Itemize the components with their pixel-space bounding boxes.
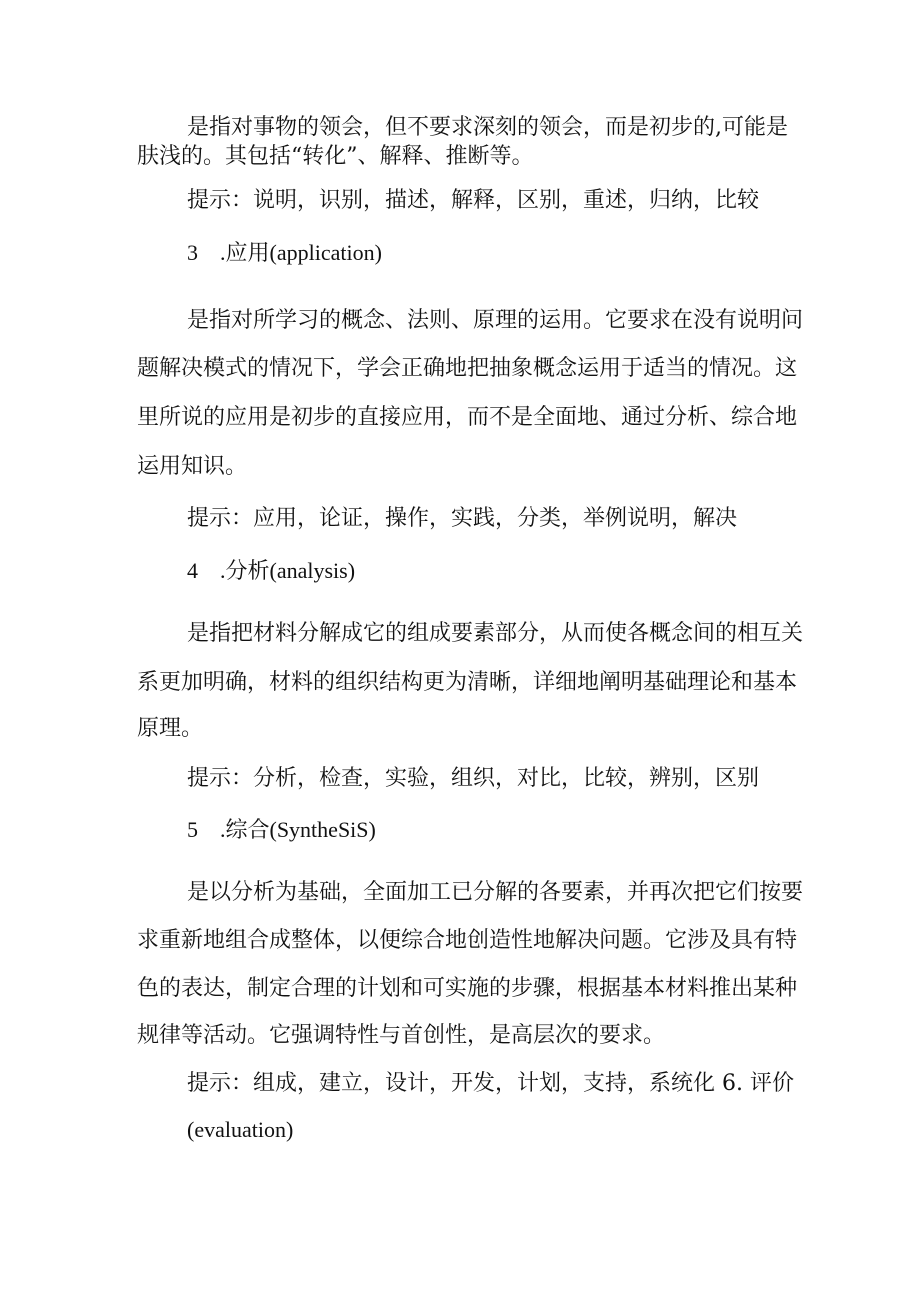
heading-synthesis: 5 .综合(SyntheSiS) (187, 817, 376, 842)
hint-synthesis: 提示：组成，建立，设计，开发，计划，支持，系统化 6. 评价 (187, 1071, 794, 1096)
hint-understanding: 提示：说明，识别，描述，解释，区别，重述，归纳，比较 (187, 188, 760, 213)
paragraph-application-line-4: 运用知识。 (137, 454, 248, 479)
paragraph-understanding-line-1: 是指对事物的领会，但不要求深刻的领会，而是初步的,可能是 (187, 115, 788, 140)
hint-application: 提示：应用，论证，操作，实践，分类，举例说明，解决 (187, 506, 738, 531)
paragraph-analysis-line-2: 系更加明确，材料的组织结构更为清晰，详细地阐明基础理论和基本 (137, 670, 798, 695)
heading-analysis: 4 .分析(analysis) (187, 558, 356, 583)
paragraph-understanding-line-2: 肤浅的。其包括“转化”、解释、推断等。 (137, 144, 534, 169)
paragraph-synthesis-line-1: 是以分析为基础，全面加工已分解的各要素，并再次把它们按要 (187, 880, 804, 905)
hint-analysis: 提示：分析，检查，实验，组织，对比，比较，辨别，区别 (187, 766, 760, 791)
paragraph-synthesis-line-2: 求重新地组合成整体，以便综合地创造性地解决问题。它涉及具有特 (137, 928, 798, 953)
paragraph-synthesis-line-3: 色的表达，制定合理的计划和可实施的步骤，根据基本材料推出某种 (137, 976, 798, 1001)
heading-application: 3 .应用(application) (187, 240, 382, 265)
heading-evaluation-continued: (evaluation) (187, 1117, 294, 1142)
paragraph-application-line-3: 里所说的应用是初步的直接应用，而不是全面地、通过分析、综合地 (137, 405, 798, 430)
paragraph-application-line-2: 题解决模式的情况下，学会正确地把抽象概念运用于适当的情况。这 (137, 356, 798, 381)
paragraph-analysis-line-1: 是指把材料分解成它的组成要素部分，从而使各概念间的相互关 (187, 621, 804, 646)
paragraph-synthesis-line-4: 规律等活动。它强调特性与首创性，是高层次的要求。 (137, 1023, 666, 1048)
paragraph-application-line-1: 是指对所学习的概念、法则、原理的运用。它要求在没有说明问 (187, 308, 804, 333)
paragraph-analysis-line-3: 原理。 (137, 716, 204, 741)
